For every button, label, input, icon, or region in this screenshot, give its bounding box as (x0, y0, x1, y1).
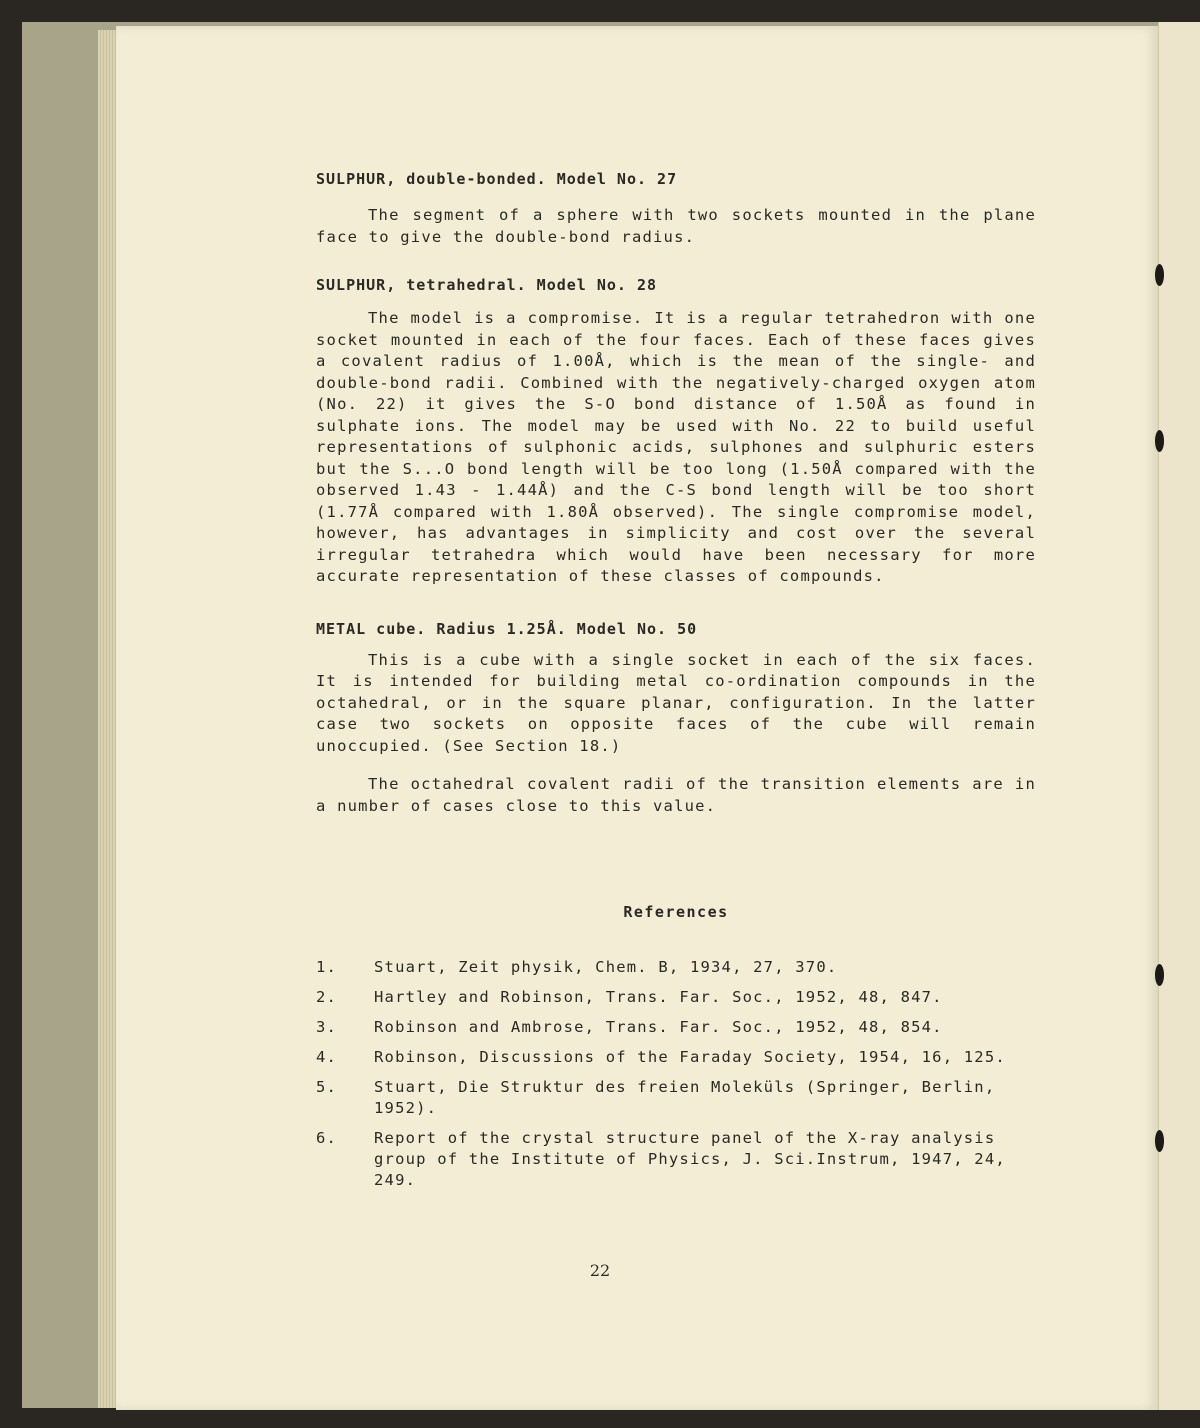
section-paragraph: The segment of a sphere with two sockets mounted in the plane face to give the double-bond radius. (316, 206, 1036, 246)
section-heading-sulphur-double: SULPHUR, double-bonded. Model No. 27 (316, 170, 678, 188)
reference-number: 1. (316, 958, 338, 976)
reference-text: Stuart, Die Struktur des freien Moleküls (Springer, Berlin, 1952). (374, 1078, 996, 1117)
reference-text: Hartley and Robinson, Trans. Far. Soc., 1952, 48, 847. (374, 988, 943, 1006)
binding-hole (1155, 430, 1164, 452)
references-list (316, 957, 1036, 1191)
section-paragraph: This is a cube with a single socket in each of the six faces. It is intended for building metal co-ordination compounds in the octahedral, or in the square planar, configuration. In the latter case two sockets on opposite faces of the cube will remain unoccupied. (See Section 18.) (316, 650, 1036, 755)
references-title: References (623, 903, 729, 921)
facing-page-edge (1158, 22, 1200, 1410)
page-content (316, 160, 1036, 1191)
reference-number: 3. (316, 1018, 338, 1036)
section-paragraph: The model is a compromise. It is a regular tetrahedron with one socket mounted in each of the four faces. Each of these faces gives a covalent radius of 1.00Å, which is the mean of the single- and double-bond radii. Combined with the negatively-charged oxygen atom (No. 22) it gives the S-O bond distance of 1.50Å as found in sulphate ions. The model may be used with No. 22 to build useful representations of sulphonic acids, sulphones and sulphuric esters but the S...O bond length will be too long (1.50Å compared with the observed 1.43 - 1.44Å) and the C-S bond length will be too short (1.77Å compared with 1.80Å observed). The single compromise model, however, has advantages in simplicity and cost over the several irregular tetrahedra which would have been necessary for more accurate representation of these classes of compounds. (316, 309, 1036, 585)
reference-item (316, 1128, 1036, 1191)
reference-text: Stuart, Zeit physik, Chem. B, 1934, 27, 370. (374, 958, 838, 976)
reference-item (316, 1017, 1036, 1038)
section-heading-sulphur-tetrahedral: SULPHUR, tetrahedral. Model No. 28 (316, 276, 658, 294)
reference-text: Report of the crystal structure panel of the X-ray analysis group of the Institute of Physics, J. Sci.Instrum, 1947, 24, 249. (374, 1129, 1006, 1189)
page-stack-edges (98, 30, 118, 1408)
reference-text: Robinson, Discussions of the Faraday Society, 1954, 16, 125. (374, 1048, 1006, 1066)
reference-number: 4. (316, 1048, 338, 1066)
reference-item (316, 1077, 1036, 1119)
reference-number: 6. (316, 1129, 338, 1147)
section-heading-metal-cube: METAL cube. Radius 1.25Å. Model No. 50 (316, 619, 698, 638)
binding-hole (1155, 964, 1164, 986)
binding-hole (1155, 264, 1164, 286)
binding-hole (1155, 1130, 1164, 1152)
page-number: 22 (589, 1261, 611, 1280)
reference-number: 5. (316, 1078, 338, 1096)
reference-text: Robinson and Ambrose, Trans. Far. Soc., 1952, 48, 854. (374, 1018, 943, 1036)
reference-number: 2. (316, 988, 338, 1006)
reference-item (316, 987, 1036, 1008)
reference-item (316, 1047, 1036, 1068)
section-paragraph: The octahedral covalent radii of the transition elements are in a number of cases close to this value. (316, 775, 1036, 815)
reference-item (316, 957, 1036, 978)
